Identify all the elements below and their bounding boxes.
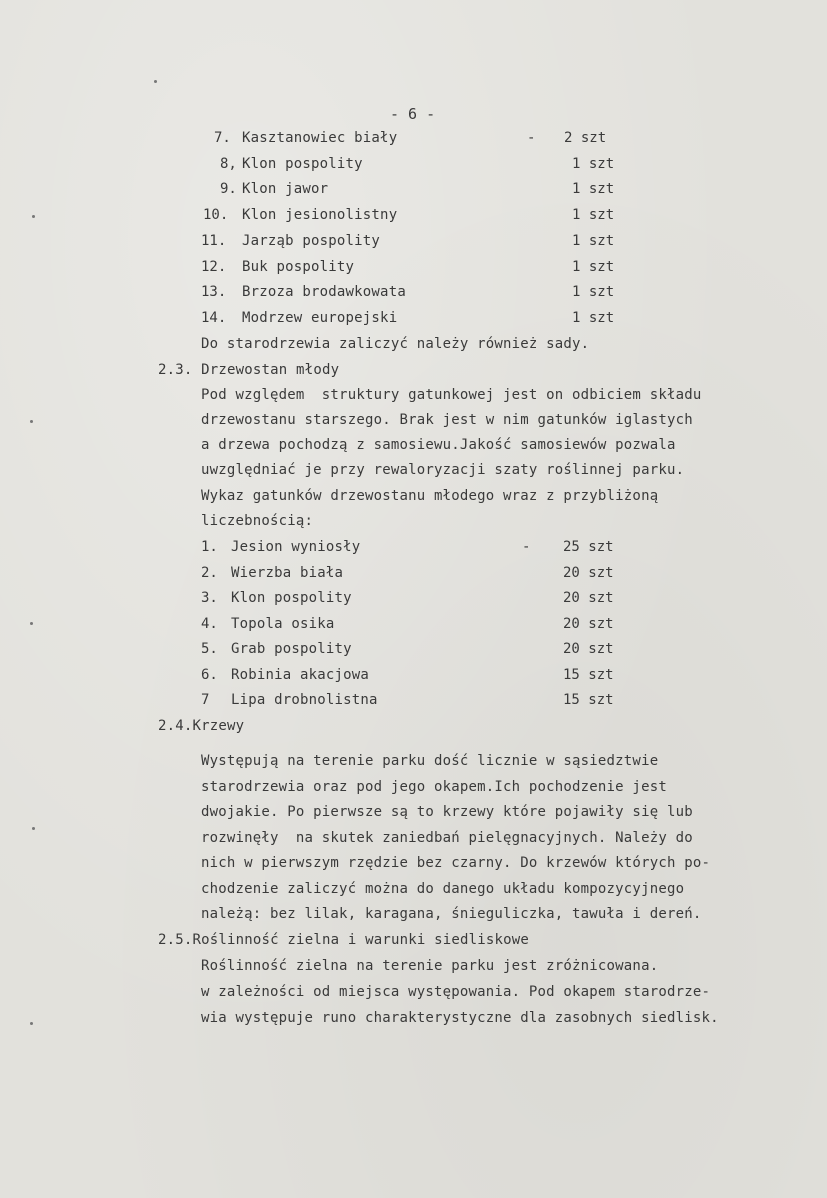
paragraph-line: liczebnością: — [201, 513, 314, 529]
paragraph-line: wia występuje runo charakterystyczne dla zasobnych siedlisk. — [201, 1010, 719, 1026]
scan-speck — [32, 215, 35, 218]
list-item-number: 11. — [201, 233, 227, 249]
list-item-number: 6. — [201, 667, 218, 683]
paragraph-line: należą: bez lilak, karagana, śnieguliczka, tawuła i dereń. — [201, 906, 702, 922]
paragraph-line: w zależności od miejsca występowania. Pod okapem starodrze- — [201, 984, 711, 1000]
list-item-name: Jesion wyniosły — [231, 539, 361, 555]
list-item-name: Kasztanowiec biały — [242, 130, 398, 146]
paragraph-line: drzewostanu starszego. Brak jest w nim gatunków iglastych — [201, 412, 693, 428]
list-item-name: Brzoza brodawkowata — [242, 284, 406, 300]
list-item-number: 2. — [201, 565, 218, 581]
list-item-number: 9. — [220, 181, 237, 197]
list-item-number: 13. — [201, 284, 227, 300]
list-item-quantity: 20 szt — [563, 641, 614, 657]
list-item-number: 10. — [203, 207, 229, 223]
list-item-dash: - — [522, 539, 531, 555]
list-item-number: 7. — [214, 130, 231, 146]
list-item-name: Buk pospolity — [242, 259, 355, 275]
list-item-number: 7 — [201, 692, 210, 708]
list-item-name: Robinia akacjowa — [231, 667, 370, 683]
list-item-quantity: 1 szt — [572, 310, 615, 326]
list-item-quantity: 25 szt — [563, 539, 614, 555]
paragraph-line: uwzględniać je przy rewaloryzacji szaty roślinnej parku. — [201, 462, 685, 478]
section-heading-2-4: 2.4.Krzewy — [158, 718, 245, 734]
list-item-name: Modrzew europejski — [242, 310, 398, 326]
list-item-number: 14. — [201, 310, 227, 326]
list-item-quantity: 1 szt — [572, 284, 615, 300]
list-item-quantity: 15 szt — [563, 667, 614, 683]
list-item-number: 5. — [201, 641, 218, 657]
list-item-number: 1. — [201, 539, 218, 555]
list-item-number: 3. — [201, 590, 218, 606]
scan-speck — [32, 827, 35, 830]
list-item-quantity: 1 szt — [572, 181, 615, 197]
list-item-name: Topola osika — [231, 616, 335, 632]
list-item-quantity: 20 szt — [563, 616, 614, 632]
list-item-quantity: 20 szt — [563, 565, 614, 581]
old-trees-note: Do starodrzewia zaliczyć należy również sady. — [201, 336, 590, 352]
paragraph-line: Pod względem struktury gatunkowej jest on odbiciem składu — [201, 387, 702, 403]
list-item-quantity: 2 szt — [564, 130, 607, 146]
list-item-quantity: 1 szt — [572, 156, 615, 172]
section-heading-2-5: 2.5.Roślinność zielna i warunki siedliskowe — [158, 932, 530, 948]
scan-speck — [30, 1022, 33, 1025]
list-item-quantity: 1 szt — [572, 207, 615, 223]
page-number: - 6 - — [390, 105, 436, 123]
list-item-name: Klon pospolity — [231, 590, 352, 606]
scan-speck — [30, 420, 33, 423]
list-item-name: Klon jesionolistny — [242, 207, 398, 223]
list-item-quantity: 1 szt — [572, 233, 615, 249]
paragraph-line: starodrzewia oraz pod jego okapem.Ich pochodzenie jest — [201, 779, 667, 795]
list-item-name: Wierzba biała — [231, 565, 344, 581]
list-item-name: Klon jawor — [242, 181, 329, 197]
section-heading-2-3: 2.3. Drzewostan młody — [158, 362, 340, 378]
list-item-name: Grab pospolity — [231, 641, 352, 657]
paragraph-line: Roślinność zielna na terenie parku jest zróżnicowana. — [201, 958, 659, 974]
list-item-name: Klon pospolity — [242, 156, 363, 172]
paragraph-line: dwojakie. Po pierwsze są to krzewy które pojawiły się lub — [201, 804, 693, 820]
paragraph-line: a drzewa pochodzą z samosiewu.Jakość samosiewów pozwala — [201, 437, 676, 453]
paragraph-line: nich w pierwszym rzędzie bez czarny. Do krzewów których po- — [201, 855, 711, 871]
list-item-dash: - — [527, 130, 536, 146]
list-item-name: Lipa drobnolistna — [231, 692, 378, 708]
list-item-number: 8, — [220, 156, 237, 172]
paragraph-line: rozwinęły na skutek zaniedbań pielęgnacyjnych. Należy do — [201, 830, 693, 846]
list-item-quantity: 15 szt — [563, 692, 614, 708]
list-item-quantity: 1 szt — [572, 259, 615, 275]
scan-speck — [154, 80, 157, 83]
paragraph-line: Występują na terenie parku dość licznie w sąsiedztwie — [201, 753, 659, 769]
list-item-number: 12. — [201, 259, 227, 275]
list-item-number: 4. — [201, 616, 218, 632]
paragraph-line: Wykaz gatunków drzewostanu młodego wraz z przybliżoną — [201, 488, 659, 504]
scan-speck — [30, 622, 33, 625]
list-item-name: Jarząb pospolity — [242, 233, 381, 249]
paragraph-line: chodzenie zaliczyć można do danego układu kompozycyjnego — [201, 881, 685, 897]
list-item-quantity: 20 szt — [563, 590, 614, 606]
